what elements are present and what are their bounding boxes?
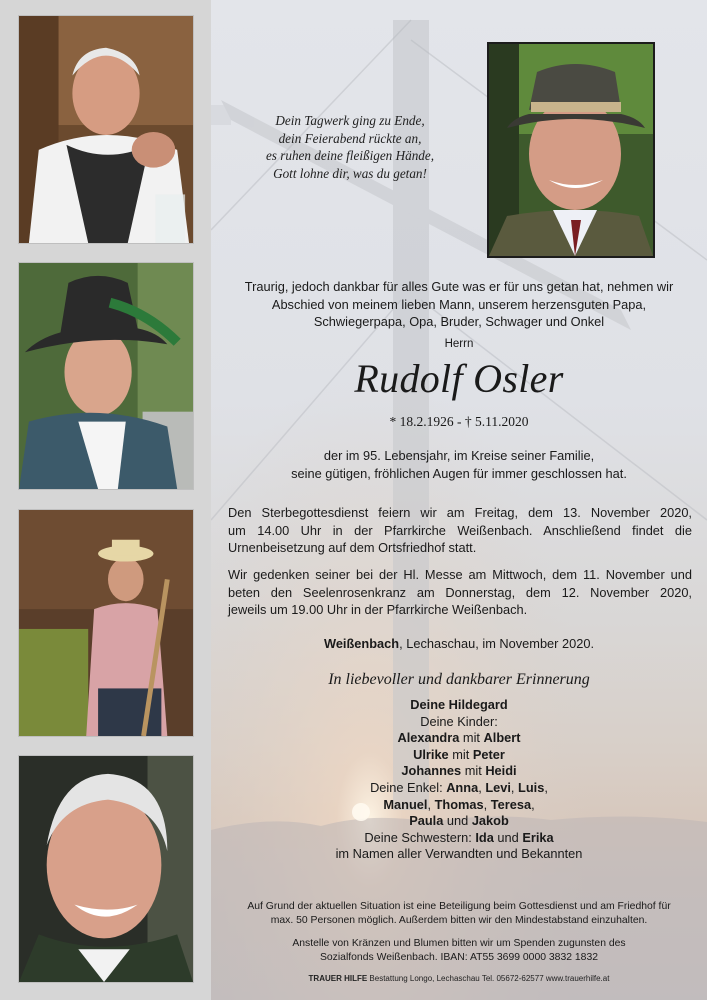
funeral-paragraph [228, 504, 692, 557]
grandchildren-line: Deine Enkel: Anna, Levi, Luis, [370, 779, 548, 795]
mass-line: jeweils um 19.00 Uhr in der Pfarrkirche Weißenbach. [228, 602, 528, 617]
notice-line: Auf Grund der aktuellen Situation ist eine Beteiligung beim Gottesdienst und am Friedhof für [247, 901, 671, 912]
donation-line: Anstelle von Kränzen und Blumen bitten wir um Spenden zugunsten des [292, 938, 626, 949]
poem-line: Gott lohne dir, was du getan! [273, 165, 427, 181]
age-line: der im 95. Lebensjahr, im Kreise seiner Familie, [323, 448, 595, 463]
place-town: Weißenbach [323, 636, 400, 651]
poem [230, 112, 470, 182]
photo-man-with-hat [18, 262, 194, 490]
mass-paragraph [228, 566, 692, 619]
main-portrait [487, 42, 655, 258]
funeral-line: Urnenbeisetzung auf dem Ortsfriedhof statt. [228, 540, 477, 555]
intro-line: Traurig, jedoch dankbar für alles Gute was er für uns getan hat, nehmen wir [244, 279, 674, 294]
photo-man-with-rake [18, 509, 194, 737]
footer [222, 974, 696, 983]
salutation: Herrn [444, 338, 474, 350]
age-text [222, 447, 696, 482]
poem-line: Dein Tagwerk ging zu Ende, [275, 113, 425, 128]
children-label: Deine Kinder: [420, 713, 498, 729]
poem-line: dein Feierabend rückte an, [278, 130, 422, 146]
life-dates: * 18.2.1926 - † 5.11.2020 [389, 414, 529, 429]
poem-line: es ruhen deine fleißigen Hände, [265, 148, 435, 163]
notice-line: max. 50 Personen möglich. Außerdem bitten wir den Mindestabstand einzuhalten. [270, 915, 648, 926]
child-line: Ulrike mit Peter [413, 746, 505, 762]
child-line: Alexandra mit Albert [397, 730, 521, 746]
footer-text: Bestattung Longo, Lechaschau Tel. 05672-62577 www.trauerhilfe.at [367, 974, 610, 983]
photo-strip [0, 0, 211, 1000]
mass-line: beten den Seelenrosenkranz am Donnerstag, dem 12. November 2020, [228, 584, 692, 600]
memory-heading: In liebevoller und dankbarer Erinnerung [328, 671, 590, 688]
intro-text [222, 278, 696, 331]
mourners-list [222, 697, 696, 863]
sisters-line: Deine Schwestern: Ida und Erika [364, 829, 554, 845]
intro-line: Abschied von meinem lieben Mann, unserem herzensguten Papa, [271, 296, 647, 312]
funeral-line: Den Sterbegottesdienst feiern wir am Freitag, dem 13. November 2020, [228, 505, 692, 520]
photo-man-smiling-closeup [18, 755, 194, 983]
footer-brand: TRAUER HILFE [308, 974, 368, 983]
mass-line: Wir gedenken seiner bei der Hl. Messe am Mittwoch, dem 11. November und [228, 567, 692, 582]
donation-line: Sozialfonds Weißenbach. IBAN: AT55 3699 0000 3832 1832 [319, 952, 599, 963]
photo-man-at-table [18, 15, 194, 244]
covid-notice [222, 900, 696, 928]
relatives-line: im Namen aller Verwandten und Bekannten [335, 846, 583, 862]
donation-notice [222, 937, 696, 965]
place-rest: , Lechaschau, im November 2020. [399, 636, 595, 651]
grandchildren-line: Manuel, Thomas, Teresa, [383, 796, 535, 812]
mourner-wife: Deine Hildegard [410, 697, 508, 712]
grandchildren-line: Paula und Jakob [409, 813, 509, 829]
age-line: seine gütigen, fröhlichen Augen für immer geschlossen hat. [291, 465, 627, 481]
intro-line: Schwiegerpapa, Opa, Bruder, Schwager und Onkel [313, 314, 605, 329]
deceased-name: Rudolf Osler [354, 356, 564, 401]
funeral-line: um 14.00 Uhr in der Pfarrkirche Weißenbach. Anschließend findet die [228, 522, 692, 538]
place-date [222, 636, 696, 651]
child-line: Johannes mit Heidi [401, 763, 517, 779]
